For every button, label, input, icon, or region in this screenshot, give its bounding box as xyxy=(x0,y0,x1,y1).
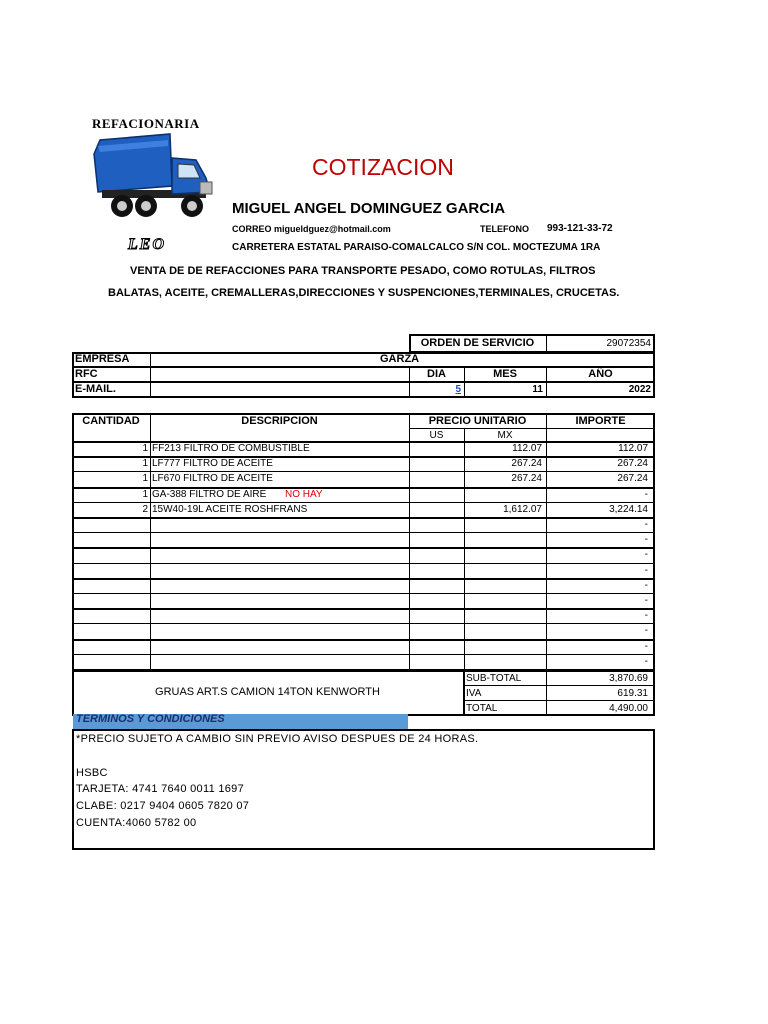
ano-value: 2022 xyxy=(628,384,651,395)
row-quantity: 1 xyxy=(142,443,148,454)
row-amount: - xyxy=(644,549,648,560)
dia-label: DIA xyxy=(427,368,446,380)
row-unit-price: 267.24 xyxy=(511,473,542,484)
header-descripcion: DESCRIPCION xyxy=(241,415,318,427)
iva-value: 619.31 xyxy=(617,688,648,699)
row-amount: - xyxy=(644,625,648,636)
terms-line: *PRECIO SUJETO A CAMBIO SIN PREVIO AVISO DESPUES DE 24 HORAS. xyxy=(76,733,479,745)
terms-line: CUENTA:4060 5782 00 xyxy=(76,817,197,829)
row-description: LF670 FILTRO DE ACEITE xyxy=(152,473,273,484)
subtotal-value: 3,870.69 xyxy=(609,673,648,684)
tagline-2: BALATAS, ACEITE, CREMALLERAS,DIRECCIONES Y SUSPENCIONES,TERMINALES, CRUCETAS. xyxy=(108,287,620,299)
terms-line: HSBC xyxy=(76,767,108,779)
row-amount: - xyxy=(644,519,648,530)
row-quantity: 1 xyxy=(142,473,148,484)
row-quantity: 1 xyxy=(142,458,148,469)
order-label: ORDEN DE SERVICIO xyxy=(420,337,535,349)
row-amount: - xyxy=(644,641,648,652)
document-title: COTIZACION xyxy=(312,154,454,180)
email-line: CORREO migueldguez@hotmail.com xyxy=(232,224,391,234)
row-quantity: 1 xyxy=(142,489,148,500)
phone-number: 993-121-33-72 xyxy=(547,223,613,234)
email-label: E-MAIL. xyxy=(75,383,116,395)
row-amount: - xyxy=(644,595,648,606)
row-unit-price: 267.24 xyxy=(511,458,542,469)
row-amount: 112.07 xyxy=(618,443,648,454)
empresa-value: GARZA xyxy=(380,353,420,365)
owner-name: MIGUEL ANGEL DOMINGUEZ GARCIA xyxy=(232,200,506,217)
row-amount: - xyxy=(644,610,648,621)
row-description: LF777 FILTRO DE ACEITE xyxy=(152,458,273,469)
order-number: 29072354 xyxy=(606,338,651,349)
row-amount: - xyxy=(644,656,648,667)
row-amount: 3,224.14 xyxy=(609,504,648,515)
terms-label: TERMINOS Y CONDICIONES xyxy=(76,713,225,725)
row-quantity: 2 xyxy=(142,504,148,515)
header-cantidad: CANTIDAD xyxy=(82,415,140,427)
phone-label: TELEFONO xyxy=(480,224,529,234)
header-mx: MX xyxy=(497,430,513,441)
header-importe: IMPORTE xyxy=(575,415,626,427)
row-amount: - xyxy=(644,534,648,545)
row-amount: - xyxy=(644,489,648,500)
mes-value: 11 xyxy=(532,384,543,395)
total-label: TOTAL xyxy=(466,703,498,714)
row-unit-price: 112.07 xyxy=(512,443,542,454)
terms-line: TARJETA: 4741 7640 0011 1697 xyxy=(76,783,245,795)
row-amount: 267.24 xyxy=(617,458,648,469)
ano-label: AÑO xyxy=(588,368,613,380)
empresa-label: EMPRESA xyxy=(75,353,130,365)
row-description: GA-388 FILTRO DE AIRE xyxy=(152,489,267,500)
row-description: FF213 FILTRO DE COMBUSTIBLE xyxy=(152,443,310,454)
rfc-label: RFC xyxy=(75,368,98,380)
row-note: NO HAY xyxy=(285,489,323,500)
address: CARRETERA ESTATAL PARAISO-COMALCALCO S/N COL. MOCTEZUMA 1RA xyxy=(232,242,601,253)
mes-label: MES xyxy=(493,368,517,380)
tagline-1: VENTA DE DE REFACCIONES PARA TRANSPORTE PESADO, COMO ROTULAS, FILTROS xyxy=(130,265,596,277)
dump-truck-icon xyxy=(88,132,218,232)
row-description: 15W40-19L ACEITE ROSHFRANS xyxy=(152,504,308,515)
vehicle-description: GRUAS ART.S CAMION 14TON KENWORTH xyxy=(155,686,380,698)
brand-name: REFACIONARIA xyxy=(92,116,200,131)
row-amount: 267.24 xyxy=(617,473,648,484)
row-amount: - xyxy=(644,565,648,576)
total-value: 4,490.00 xyxy=(609,703,648,714)
header-us: US xyxy=(429,430,444,441)
brand-logo-text: LEO xyxy=(128,236,166,253)
row-amount: - xyxy=(644,580,648,591)
terms-line: CLABE: 0217 9404 0605 7820 07 xyxy=(76,800,250,812)
subtotal-label: SUB-TOTAL xyxy=(466,673,522,684)
iva-label: IVA xyxy=(466,688,482,699)
row-unit-price: 1,612.07 xyxy=(503,504,542,515)
header-precio: PRECIO UNITARIO xyxy=(428,415,527,427)
dia-value[interactable]: 5 xyxy=(455,384,461,395)
